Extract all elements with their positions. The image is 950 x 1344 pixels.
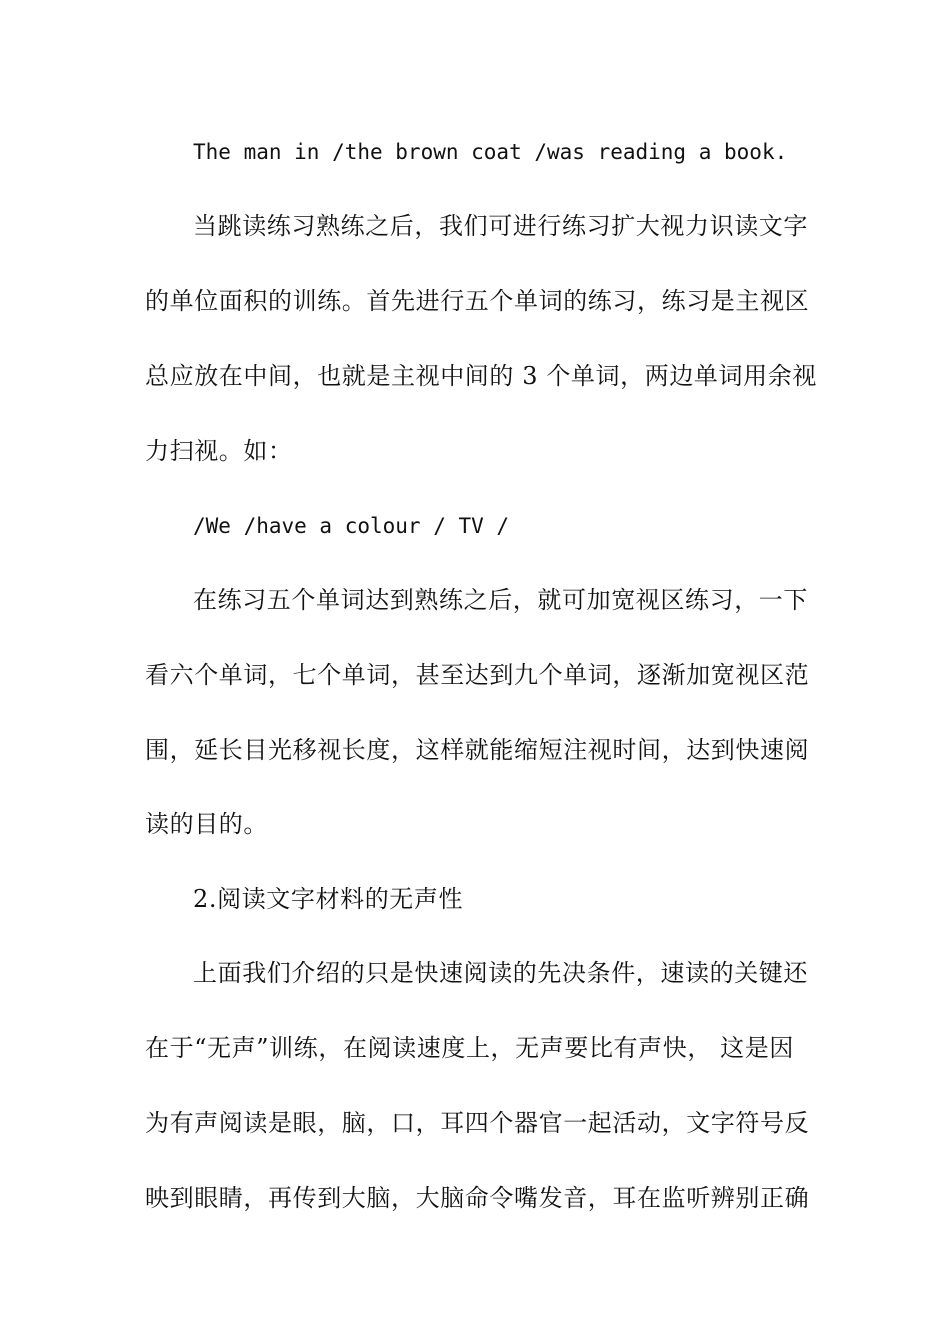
paragraph-line: 当跳读练习熟练之后，我们可进行练习扩大视力识读文字 — [193, 212, 808, 240]
paragraph-line: 在于“无声”训练，在阅读速度上，无声要比有声快， 这是因 — [145, 1034, 794, 1062]
paragraph-line: 的单位面积的训练。首先进行五个单词的练习，练习是主视区 — [145, 287, 810, 315]
paragraph-line: 总应放在中间，也就是主视中间的 3 个单词，两边单词用余视 — [145, 362, 817, 390]
paragraph-line: 读的目的。 — [145, 810, 268, 838]
paragraph-line: 上面我们介绍的只是快速阅读的先决条件，速读的关键还 — [193, 959, 808, 987]
paragraph-line: 在练习五个单词达到熟练之后，就可加宽视区练习，一下 — [193, 586, 808, 614]
example-sentence-2: /We /have a colour / TV / — [193, 514, 510, 538]
paragraph-line: 为有声阅读是眼，脑，口，耳四个器官一起活动，文字符号反 — [145, 1109, 810, 1137]
example-sentence-1: The man in /the brown coat /was reading a book. — [193, 140, 788, 164]
paragraph-line: 力扫视。如： — [145, 437, 293, 465]
section-heading: 2.阅读文字材料的无声性 — [193, 885, 464, 913]
paragraph-line: 映到眼睛，再传到大脑，大脑命令嘴发音，耳在监听辨别正确 — [145, 1184, 810, 1212]
paragraph-line: 围，延长目光移视长度，这样就能缩短注视时间，达到快速阅 — [145, 736, 810, 764]
paragraph-line: 看六个单词，七个单词，甚至达到九个单词，逐渐加宽视区范 — [145, 661, 810, 689]
